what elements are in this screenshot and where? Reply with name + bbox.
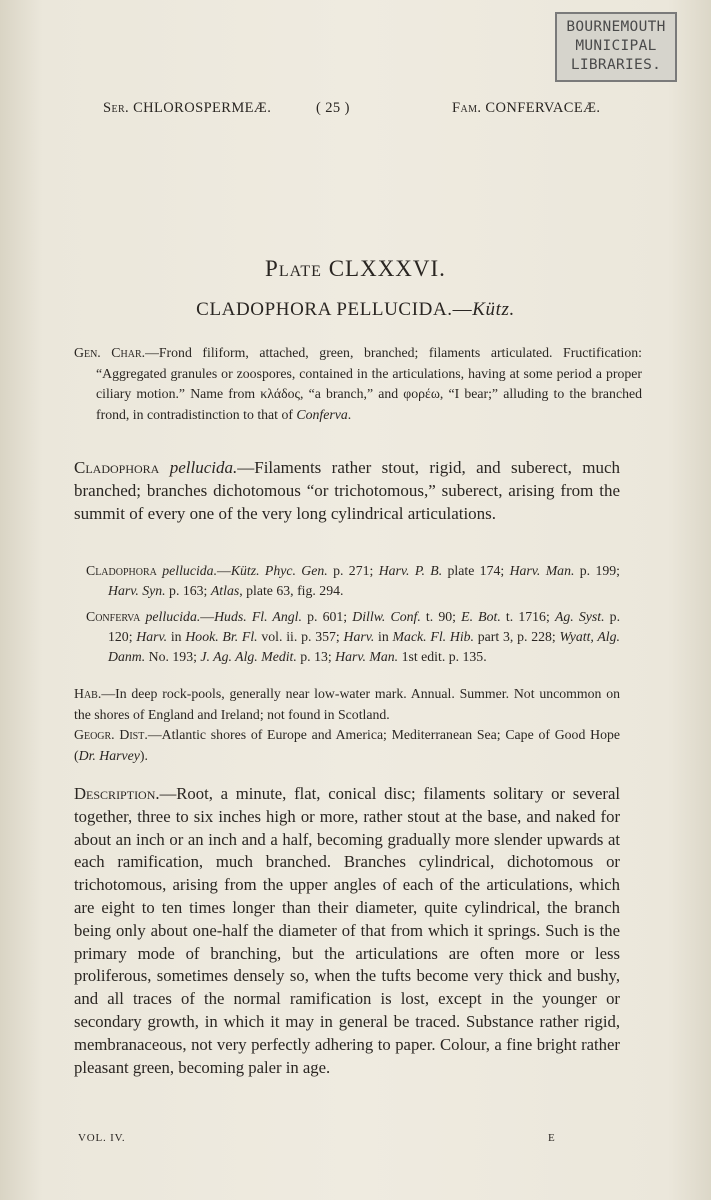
species-name: CLADOPHORA PELLUCIDA.— [196,299,473,320]
geogr-italic: Dr. Harvey [78,747,140,763]
habitat [74,684,620,725]
ref1-cite: Harv. Syn. [108,583,166,598]
reference-conferva [86,607,620,667]
ref2-cite: Harv. [136,629,168,644]
hab-label: Hab. [74,686,102,701]
hab-text: —In deep rock-pools, generally near low-water mark. Annual. Summer. Not uncommon on the shores of England and Ireland; not found in Scotland. [74,686,620,722]
page-number: ( 25 ) [316,100,350,116]
volume-mark: VOL. IV. [78,1132,126,1144]
ref2-cite: Huds. Fl. Angl. [214,609,302,624]
running-head-family: Fam. CONFERVACEÆ. [452,100,601,116]
ref2-cite: Harv. [343,629,375,644]
reference-cladophora [86,561,620,601]
ref1-cite: Harv. Man. [509,563,575,578]
ref1-cite: Harv. P. B. [378,563,443,578]
ref1-text: p. 199; [574,563,621,578]
ref2-species: pellucida. [145,609,201,624]
signature-mark: E [548,1132,555,1144]
gen-char-label: Gen. Char. [74,345,146,360]
generic-character [74,343,642,425]
geographic-distribution [74,725,620,766]
description-label: Description. [74,784,160,803]
ref1-genus: Cladophora [86,563,157,578]
ref2-text: p. 120; [108,609,621,644]
references [86,561,620,673]
ref2-cite: Ag. Syst. [554,609,605,624]
geogr-end: ). [139,747,148,763]
ref2-text: in [374,629,393,644]
description-text: —Root, a minute, flat, conical disc; filaments solitary or several together, three to six inches high or more, rather stout at the base, and naked for about an inch or an inch and a half, becoming gradually more slender upwards at each ramification, much branched. Branches cylindrical, dichotomous or trichotomous, arising from the upper angles of each of the articulations, which are eight to ten times longer than their diameter, quite cylindrical, the branch being only about one-half the diameter of that from which it springs. Such is the primary mode of branching, but the articulations are often more or less proliferous, sometimes densely so, when the tufts become very thick and bushy, and all traces of the normal ramification is lost, except in the younger or secondary growth, in which it may in general be traced. Substance rather rigid, membranaceous, not very perfectly adhering to paper. Colour, a fine bright rather pleasant green, becoming paler in age. [74,784,620,1077]
diagnosis-genus: Cladophora [74,458,160,477]
library-stamp [555,12,677,82]
species-diagnosis [74,456,620,525]
stamp-line-3: LIBRARIES. [570,57,662,73]
ref2-text: p. 13; [296,649,336,664]
ref2-text: 1st edit. p. 135. [398,649,487,664]
ref1-cite: Atlas [210,583,240,598]
species-title [0,299,711,321]
ref2-text: vol. ii. p. 357; [257,629,344,644]
gen-char-text: —Frond filiform, attached, green, branched; filaments articulated. Fructification: “Aggregated granules or zoospores, contained in the articulations, having at some period a proper ciliary motion.” Name from κλάδος, “a branch,” and φορέω, “I bear;” alluding to the branched frond, in contradistinction to that of [96,345,642,422]
ref1-text: — [217,563,231,578]
ref2-cite: Mack. Fl. Hib. [392,629,475,644]
running-head-series: Ser. CHLOROSPERMEÆ. [103,100,272,116]
ref1-text: plate 174; [442,563,510,578]
ref2-text: t. 90; [420,609,462,624]
ref2-cite: Wyatt, Alg. Danm. [108,629,620,664]
ref1-text: p. 271; [327,563,379,578]
ref1-text: , plate 63, fig. 294. [239,583,344,598]
ref2-text: — [200,609,215,624]
stamp-line-2: MUNICIPAL [575,38,657,54]
ref2-text: p. 601; [301,609,353,624]
gen-char-end: . [347,406,352,422]
ref2-cite: J. Ag. Alg. Medit. [200,649,297,664]
ref2-text: No. 193; [145,649,201,664]
gen-char-italic: Conferva [296,406,348,422]
diagnosis-text: —Filaments rather stout, rigid, and suberect, much branched; branches dichotomous “or trichotomous,” suberect, arising from the summit of every one of the very long cylindrical articulations. [74,458,621,523]
ref2-text: in [167,629,186,644]
ref2-cite: Dillw. Conf. [352,609,421,624]
ref2-genus: Conferva [86,609,141,624]
plate-title: Plate CLXXXVI. [265,256,446,281]
ref2-text: t. 1716; [500,609,555,624]
ref2-cite: E. Bot. [461,609,501,624]
description [74,783,620,1079]
diagnosis-species: pellucida. [169,458,238,477]
ref2-cite: Hook. Br. Fl. [185,629,258,644]
species-author: Kütz. [472,299,515,320]
geogr-text: —Atlantic shores of Europe and America; Mediterranean Sea; Cape of Good Hope ( [74,727,620,763]
ref1-species: pellucida. [162,563,218,578]
ref1-text: p. 163; [165,583,211,598]
ref2-cite: Harv. Man. [335,649,399,664]
geogr-label: Geogr. Dist. [74,727,148,742]
stamp-line-1: BOURNEMOUTH [566,19,666,35]
ref2-text: part 3, p. 228; [474,629,560,644]
ref1-cite: Kütz. Phyc. Gen. [230,563,328,578]
